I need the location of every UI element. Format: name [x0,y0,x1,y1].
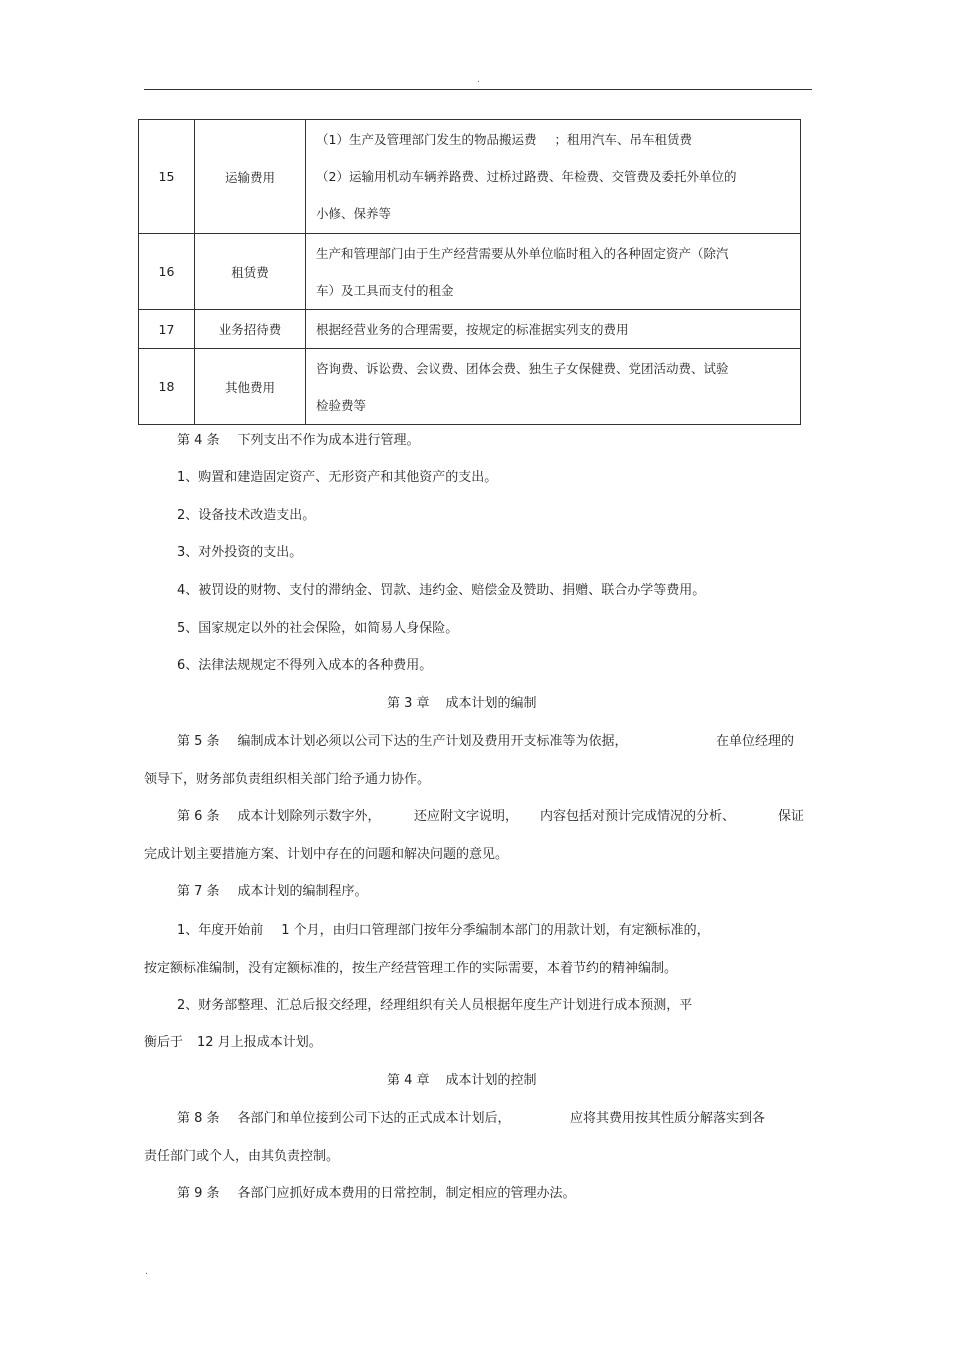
article-text: 责任部门或个人，由其负责控制。 [144,1149,340,1164]
article-text: 成本计划的编制程序。 [237,884,368,899]
article-4 [177,432,420,450]
expense-description [306,120,801,234]
article-9 [177,1185,576,1203]
article-label: 第 6 条 [177,809,220,824]
article-text: 内容包括对预计完成情况的分析、 [540,809,736,824]
header-rule [144,89,812,90]
table-row [139,120,801,234]
list-item: 2、财务部整理、汇总后报交经理，经理组织有关人员根据年度生产计划进行成本预测，平 [177,998,693,1013]
list-item-text: 1 个月，由归口管理部门按年分季编制本部门的用款计划，有定额标准的， [281,923,710,938]
article-text: 完成计划主要措施方案、计划中存在的问题和解决问题的意见。 [144,847,509,862]
article-text: 各部门应抓好成本费用的日常控制，制定相应的管理办法。 [237,1186,576,1201]
chapter-heading [387,695,537,713]
expense-name: 租赁费 [195,234,306,310]
description-line: ；租用汽车、吊车租赁费 [554,132,692,147]
article-label: 第 5 条 [177,734,220,749]
article-text: 在单位经理的 [716,734,795,749]
article-text: 保证 [778,809,805,824]
article-7 [177,883,368,901]
table-row [139,310,801,349]
row-number: 15 [139,120,195,234]
list-item-continued [144,1034,322,1052]
expense-name: 运输费用 [195,120,306,234]
table-row [139,234,801,310]
article-label: 第 7 条 [177,884,220,899]
row-number: 16 [139,234,195,310]
description-line: 检验费等 [316,397,367,413]
list-item: 2、设备技术改造支出。 [177,508,316,523]
chapter-heading [387,1072,537,1090]
expense-description [306,234,801,310]
description-line: （1）生产及管理部门发生的物品搬运费 [316,132,537,147]
article-6 [177,808,381,826]
chapter-label: 第 3 章 [387,696,430,711]
list-item: 1、购置和建造固定资产、无形资产和其他资产的支出。 [177,470,498,485]
footer-mark: . [145,1267,148,1277]
description-line: 咨询费、诉讼费、会议费、团体会费、独生子女保健费、党团活动费、试验 [316,360,729,376]
expense-description [306,349,801,425]
chapter-title: 成本计划的控制 [445,1073,537,1088]
list-item: 4、被罚设的财物、支付的滞纳金、罚款、违约金、赔偿金及赞助、捐赠、联合办学等费用。 [177,583,706,598]
description-line: 小修、保养等 [316,206,392,221]
row-number: 17 [139,310,195,349]
list-item: 5、国家规定以外的社会保险，如简易人身保险。 [177,621,459,636]
description-line: 生产和管理部门由于生产经营需要从外单位临时租入的各种固定资产（除汽 [316,245,729,261]
article-8 [177,1110,511,1128]
chapter-label: 第 4 章 [387,1073,430,1088]
expense-description [306,310,801,349]
article-text: 下列支出不作为成本进行管理。 [237,433,420,448]
expense-name: 其他费用 [195,349,306,425]
article-text: 还应附文字说明， [414,809,519,824]
article-label: 第 9 条 [177,1186,220,1201]
expense-name: 业务招待费 [195,310,306,349]
article-label: 第 4 条 [177,433,220,448]
list-item-continued: 按定额标准编制，没有定额标准的，按生产经营管理工作的实际需要，本着节约的精神编制。 [144,961,678,976]
article-5 [177,733,628,751]
list-item-text: 1、年度开始前 [177,923,264,938]
chapter-title: 成本计划的编制 [445,696,537,711]
list-item: 6、法律法规规定不得列入成本的各种费用。 [177,658,433,673]
row-number: 18 [139,349,195,425]
article-text: 成本计划除列示数字外， [237,809,381,824]
description-line: （2）运输用机动车辆养路费、过桥过路费、年检费、交管费及委托外单位的 [316,169,737,184]
list-item-text: 衡后于 [144,1035,184,1050]
article-text: 各部门和单位接到公司下达的正式成本计划后， [237,1111,511,1126]
list-item-text: 12 月上报成本计划。 [197,1035,322,1050]
expense-table [138,119,801,425]
description-line: 根据经营业务的合理需要，按规定的标准据实列支的费用 [316,321,629,337]
header-mark: . [477,75,480,85]
table-row [139,349,801,425]
article-label: 第 8 条 [177,1111,220,1126]
article-text: 应将其费用按其性质分解落实到各 [570,1111,766,1126]
article-text: 领导下，财务部负责组织相关部门给予通力协作。 [144,772,431,787]
list-item [177,922,710,940]
list-item: 3、对外投资的支出。 [177,545,303,560]
article-text: 编制成本计划必须以公司下达的生产计划及费用开支标准等为依据， [237,734,628,749]
description-line: 车）及工具而支付的租金 [316,282,454,298]
